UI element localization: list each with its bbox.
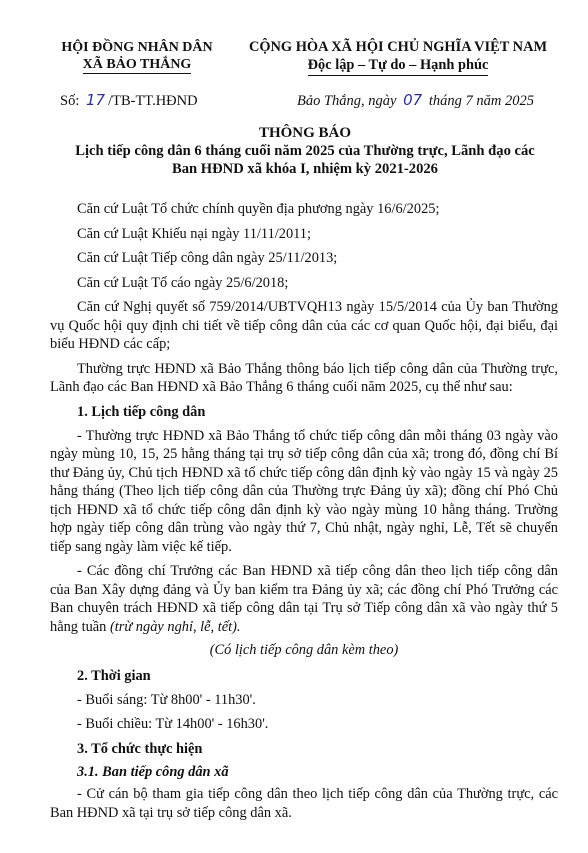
section-1-paragraph-2: - Các đồng chí Trưởng các Ban HĐND xã tiếp công dân theo lịch tiếp công dân của Ban Xây dựng đảng và Ủy ban kiểm tra Đảng ủy xã; các đồng chí Phó Trưởng các Ban chuyên trách HĐND xã tiếp công dân tại Trụ sở Tiếp công dân xã vào ngày thứ 5 hằng tuần (trừ ngày nghỉ, lễ, tết). — [50, 563, 558, 635]
legal-basis-3: Căn cứ Luật Tiếp công dân ngày 25/11/2013; — [77, 250, 338, 266]
document-date: Bảo Thắng, ngày 07 tháng 7 năm 2025 — [297, 91, 534, 109]
legal-basis-2: Căn cứ Luật Khiếu nại ngày 11/11/2011; — [77, 225, 312, 242]
title-sub-line2: Ban HĐND xã khóa I, nhiệm kỳ 2021-2026 — [172, 161, 438, 177]
national-motto: Độc lập – Tự do – Hạnh phúc — [308, 56, 489, 76]
document-title — [40, 124, 570, 178]
org-name: HỘI ĐỒNG NHÂN DÂN — [61, 40, 213, 55]
issuing-organization — [52, 39, 222, 73]
legal-basis-4: Căn cứ Luật Tố cáo ngày 25/6/2018; — [77, 274, 289, 291]
attached-schedule-note: (Có lịch tiếp công dân kèm theo) — [209, 642, 399, 658]
section-3-1-paragraph-1: - Cử cán bộ tham gia tiếp công dân theo lịch tiếp công dân của Thường trực, các Ban HĐND xã tại trụ sở tiếp công dân xã. — [50, 786, 558, 821]
title-sub-line1: Lịch tiếp công dân 6 tháng cuối năm 2025 của Thường trực, Lãnh đạo các — [75, 143, 535, 159]
morning-hours: - Buổi sáng: Từ 8h00' - 11h30'. — [77, 691, 256, 708]
section-1-paragraph-1: - Thường trực HĐND xã Bảo Thắng tổ chức tiếp công dân mỗi tháng 03 ngày vào ngày mùng 10, 15, 25 hằng tháng tại trụ sở tiếp công dân của xã; trong đó, đồng chí Bí thư Đảng ủy, Chủ tịch HĐND xã tổ chức tiếp công dân định kỳ vào ngày 15 và ngày 25 hằng tháng (Theo lịch tiếp công dân của Thường trực Đảng ủy xã); đồng chí Phó Chủ tịch HĐND xã tổ chức tiếp công dân định kỳ vào ngày mùng 10 hằng tháng. Trường hợp ngày tiếp công dân trùng vào ngày thứ 7, Chủ nhật, ngày nghỉ, Lễ, Tết sẽ chuyển tiếp sang ngày làm việc kế tiếp. — [50, 427, 558, 555]
section-3-heading: 3. Tổ chức thực hiện — [77, 740, 203, 757]
section-2-heading: 2. Thời gian — [77, 667, 151, 684]
legal-basis-1: Căn cứ Luật Tổ chức chính quyền địa phương ngày 16/6/2025; — [77, 201, 440, 217]
legal-basis-5: Căn cứ Nghị quyết số 759/2014/UBTVQH13 ngày 15/5/2014 của Ủy ban Thường vụ Quốc hội quy định chi tiết về tiếp công dân của các cơ quan Quốc hội, đại biểu, đại biểu HĐND các cấp; — [50, 299, 558, 352]
document-body — [50, 200, 558, 828]
section-3-1-heading: 3.1. Ban tiếp công dân xã — [77, 763, 229, 780]
national-header — [248, 38, 548, 76]
section-1-heading: 1. Lịch tiếp công dân — [77, 403, 206, 420]
afternoon-hours: - Buổi chiều: Từ 14h00' - 16h30'. — [77, 716, 269, 733]
handwritten-number: 17 — [85, 91, 106, 109]
nation-name: CỘNG HÒA XÃ HỘI CHỦ NGHĨA VIỆT NAM — [248, 39, 548, 55]
org-commune: XÃ BẢO THẮNG — [82, 57, 192, 72]
handwritten-day: 07 — [403, 91, 423, 109]
intro-paragraph: Thường trực HĐND xã Bảo Thắng thông báo lịch tiếp công dân của Thường trực, Lãnh đạo các Ban HĐND xã Bảo Thắng 6 tháng cuối năm 2025, cụ thể như sau: — [50, 360, 558, 395]
title-main: THÔNG BÁO — [258, 125, 352, 141]
section-1-paragraph-2-note: (trừ ngày nghỉ, lễ, tết). — [109, 618, 241, 635]
document-number: Số: 17 /TB-TT.HĐND — [60, 91, 198, 109]
